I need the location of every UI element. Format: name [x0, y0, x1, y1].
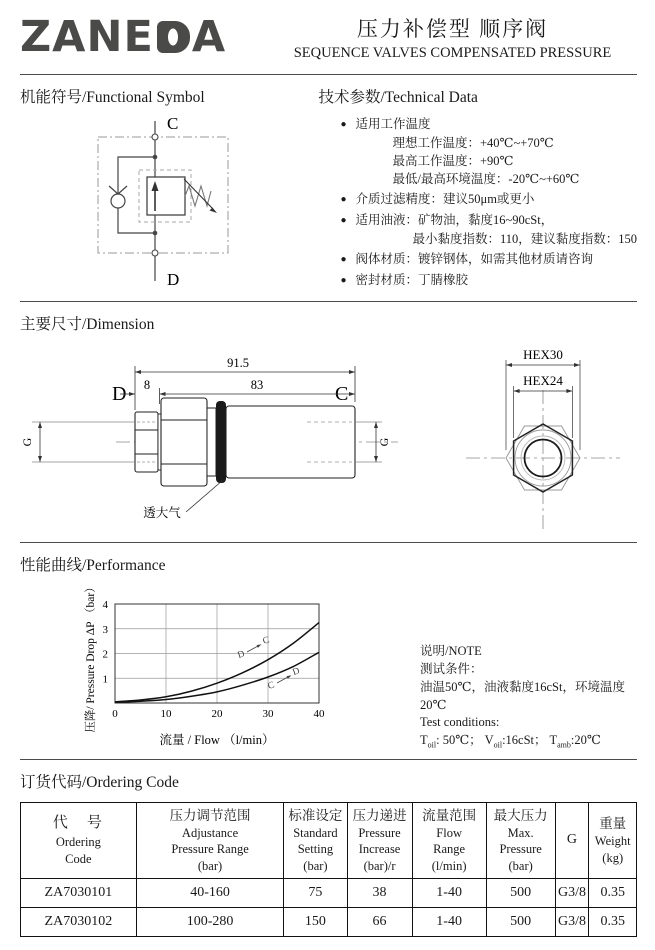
adjust-arrow-line: [184, 179, 213, 209]
tech-text: 最小黏度指数：110，建议黏度指数：150: [412, 232, 637, 246]
table-cell: 500: [486, 879, 555, 908]
ordering-table: [20, 802, 637, 937]
tech-line: [318, 211, 637, 230]
dim-arrowhead: [38, 456, 42, 462]
divider: [20, 542, 637, 543]
table-header-cell: [412, 803, 486, 879]
header-line: Flow: [436, 825, 462, 840]
tech-text: 最高工作温度：+90℃: [392, 154, 514, 168]
table-cell: ZA7030101: [21, 879, 137, 908]
tc-sub: oil: [427, 740, 437, 750]
tech-line: [318, 271, 637, 290]
port-d-label: D: [167, 270, 180, 289]
dim-arrowhead: [514, 389, 520, 393]
header-line: G: [566, 832, 578, 848]
dim-arrowhead: [129, 392, 135, 396]
table-header-cell: [136, 803, 284, 879]
dim-arrowhead: [574, 363, 580, 367]
note-line: Test conditions:: [420, 715, 500, 730]
neck: [207, 408, 216, 476]
dim-a-value: 8: [143, 378, 151, 392]
table-cell: 100-280: [136, 908, 284, 937]
page-header: [20, 6, 637, 68]
technical-data-heading: 技术参数/Technical Data: [318, 89, 478, 106]
table-cell: 500: [486, 908, 555, 937]
functional-symbol-section: [20, 75, 318, 291]
header-line: (bar): [303, 858, 328, 873]
logo-letter-d-icon: [157, 21, 190, 53]
dim-arrowhead: [374, 422, 378, 428]
table-cell: 66: [347, 908, 412, 937]
x-tick-label: 20: [211, 708, 223, 720]
table-header-cell: [589, 803, 637, 879]
tc-symbol: T: [420, 733, 428, 748]
tech-line: [318, 115, 637, 134]
header-line: Pressure: [358, 825, 401, 840]
bullet-icon: ●: [340, 254, 347, 265]
header-line: (bar): [508, 858, 533, 873]
tc-symbol: V: [484, 733, 494, 748]
y-tick-label: 4: [102, 599, 108, 611]
performance-section: [20, 553, 637, 757]
header-line: (bar)/r: [363, 858, 396, 873]
dimension-section: [20, 312, 637, 538]
table-cell: G3/8: [555, 908, 589, 937]
bullet-icon: ●: [340, 119, 347, 130]
note-line: 测试条件：: [420, 662, 483, 677]
header-line: 流量范围: [422, 808, 477, 823]
x-tick-label: 0: [112, 708, 118, 720]
side-port-d-label: D: [112, 383, 127, 405]
table-cell: 150: [284, 908, 347, 937]
header-line: 标准设定: [288, 808, 343, 823]
divider: [20, 301, 637, 302]
hex-body: [161, 398, 207, 486]
table-cell: 0.35: [589, 908, 637, 937]
x-axis-title: 流量 / Flow （l/min）: [159, 733, 275, 747]
x-tick-label: 10: [160, 708, 172, 720]
ordering-heading: 订货代码/Ordering Code: [20, 774, 179, 791]
check-valve-ball: [111, 194, 125, 208]
curve-label-dc: [236, 635, 271, 661]
performance-heading: 性能曲线/Performance: [20, 557, 166, 574]
vent-label: 透大气: [143, 506, 181, 520]
technical-data-section: [318, 75, 637, 291]
tech-text: 介质过滤精度：建议50μm或更小: [355, 192, 535, 206]
tech-text: 最低/最高环境温度：-20℃~+60℃: [392, 172, 580, 186]
page-title-en: SEQUENCE VALVES COMPENSATED PRESSURE: [293, 44, 612, 61]
valve-square: [147, 177, 185, 215]
header-line: Max.: [507, 825, 534, 840]
header-line: 压力递进: [352, 808, 407, 823]
table-cell: G3/8: [555, 879, 589, 908]
tech-line: [318, 230, 637, 248]
bullet-icon: ●: [340, 275, 347, 286]
functional-symbol-diagram: [88, 113, 278, 291]
header-line: 代 号: [52, 815, 104, 832]
tc-value: :16cSt；: [502, 733, 547, 748]
note-title: 说明/NOTE: [420, 644, 482, 659]
port-d-circle: [152, 250, 158, 256]
table-header-cell: [555, 803, 589, 879]
logo-text-pre: ZANE: [20, 11, 154, 62]
check-valve-seat: [109, 186, 118, 194]
header-line: Setting: [297, 842, 334, 857]
dim-overall-value: 91.5: [227, 356, 249, 370]
table-cell: 40-160: [136, 879, 284, 908]
note-test-conditions: [420, 732, 637, 751]
tech-text: 阀体材质：镀锌钢体，如需其他材质请咨询: [355, 252, 594, 266]
thread-g-right-label: G: [377, 437, 391, 447]
y-tick-label: 3: [102, 623, 108, 636]
header-line: Code: [65, 851, 92, 866]
performance-chart: [20, 579, 420, 757]
chart-grid: [115, 604, 319, 703]
hex24-label: HEX24: [523, 373, 563, 388]
table-header-cell: [284, 803, 347, 879]
dim-b-value: 83: [250, 378, 264, 392]
tech-text: 密封材质：丁腈橡胶: [355, 273, 469, 287]
tech-line: [318, 170, 637, 188]
vent-band: [216, 401, 226, 483]
section-symbol-and-data: [20, 75, 637, 291]
tech-text: 适用油液：矿物油，黏度16~90cSt，: [355, 213, 554, 227]
table-header-cell: [486, 803, 555, 879]
bullet-icon: ●: [340, 194, 347, 205]
side-port-c-label: C: [335, 383, 349, 405]
table-cell: 75: [284, 879, 347, 908]
tc-sub: amb: [557, 740, 571, 750]
brand-logo: [20, 11, 272, 62]
header-line: (l/min): [431, 858, 467, 873]
header-line: Weight: [594, 834, 631, 849]
table-cell: ZA7030102: [21, 908, 137, 937]
table-row: [21, 879, 637, 908]
table-header-cell: [21, 803, 137, 879]
dim-arrowhead: [349, 392, 355, 396]
check-valve-seat: [118, 186, 127, 194]
header-line: Increase: [358, 842, 401, 857]
header-line: Range: [433, 842, 466, 857]
tech-line: [318, 134, 637, 152]
header-line: 最大压力: [493, 808, 548, 823]
y-axis-title: 压降/ Pressure Drop ΔP （bar）: [85, 581, 97, 733]
hex30-label: HEX30: [523, 347, 563, 362]
tc-value: :20℃: [570, 733, 601, 748]
dim-arrowhead: [38, 422, 42, 428]
dim-arrowhead: [160, 392, 166, 396]
lock-nut: [135, 412, 158, 472]
tc-sub: oil: [493, 740, 503, 750]
header-line: Adjustance: [181, 825, 239, 840]
y-tick-label: 2: [102, 648, 108, 661]
y-tick-label: 1: [102, 673, 108, 686]
hex-end-view: [448, 338, 638, 538]
curve-label-letter: C: [266, 680, 277, 692]
logo-oval-icon: [168, 29, 178, 46]
x-tick-label: 40: [313, 708, 325, 720]
curve-label-letter: D: [291, 666, 302, 678]
header-line: Pressure: [499, 842, 542, 857]
header-line: Ordering: [55, 835, 101, 850]
table-header-row: [21, 803, 637, 879]
curve-label-letter: C: [261, 635, 272, 647]
table-header-cell: [347, 803, 412, 879]
page-title-zh: 压力补偿型 顺序阀: [356, 16, 549, 41]
dim-arrowhead: [135, 370, 141, 374]
bullet-icon: ●: [340, 215, 347, 226]
dim-arrowhead: [566, 389, 572, 393]
dim-arrowhead: [506, 363, 512, 367]
tech-line: [318, 250, 637, 269]
tech-line: [318, 152, 637, 170]
table-row: [21, 908, 637, 937]
logo-text-post: A: [191, 11, 227, 62]
header-line: 压力调节范围: [169, 808, 251, 823]
divider: [20, 759, 637, 760]
adjust-arrowhead: [210, 208, 218, 214]
dim-arrowhead: [374, 456, 378, 462]
tech-line: [318, 190, 637, 209]
header-line: Pressure Range: [171, 842, 249, 857]
thread-g-left-label: G: [20, 437, 34, 447]
title-block: [272, 13, 637, 62]
table-cell: 1-40: [412, 908, 486, 937]
curve-label-arrow: [247, 646, 258, 652]
table-cell: 38: [347, 879, 412, 908]
ordering-section: [20, 770, 637, 937]
curve-label-arrowhead: [257, 644, 262, 648]
port-c-label: C: [167, 114, 179, 133]
technical-data-list: [318, 115, 637, 290]
header-line: Standard: [293, 825, 338, 840]
header-line: 重量: [599, 816, 627, 832]
note-block: [420, 643, 637, 757]
dim-arrowhead: [349, 370, 355, 374]
port-c-circle: [152, 134, 158, 140]
functional-symbol-heading: 机能符号/Functional Symbol: [20, 89, 205, 106]
curve-label-letter: D: [236, 649, 247, 661]
note-line: 油温50℃，油液黏度16cSt，环境温度20℃: [420, 679, 625, 712]
x-tick-label: 30: [262, 708, 274, 720]
dimension-heading: 主要尺寸/Dimension: [20, 316, 155, 333]
cylinder-body: [226, 406, 355, 478]
tech-text: 适用工作温度: [355, 117, 431, 131]
table-cell: 1-40: [412, 879, 486, 908]
header-line: (bar): [197, 858, 223, 873]
tech-text: 理想工作温度：+40℃~+70℃: [392, 136, 554, 150]
tc-symbol: T: [549, 733, 558, 748]
table-cell: 0.35: [589, 879, 637, 908]
header-line: (kg): [602, 850, 624, 865]
tc-value: : 50℃；: [436, 733, 482, 748]
side-view-drawing: [20, 338, 420, 538]
